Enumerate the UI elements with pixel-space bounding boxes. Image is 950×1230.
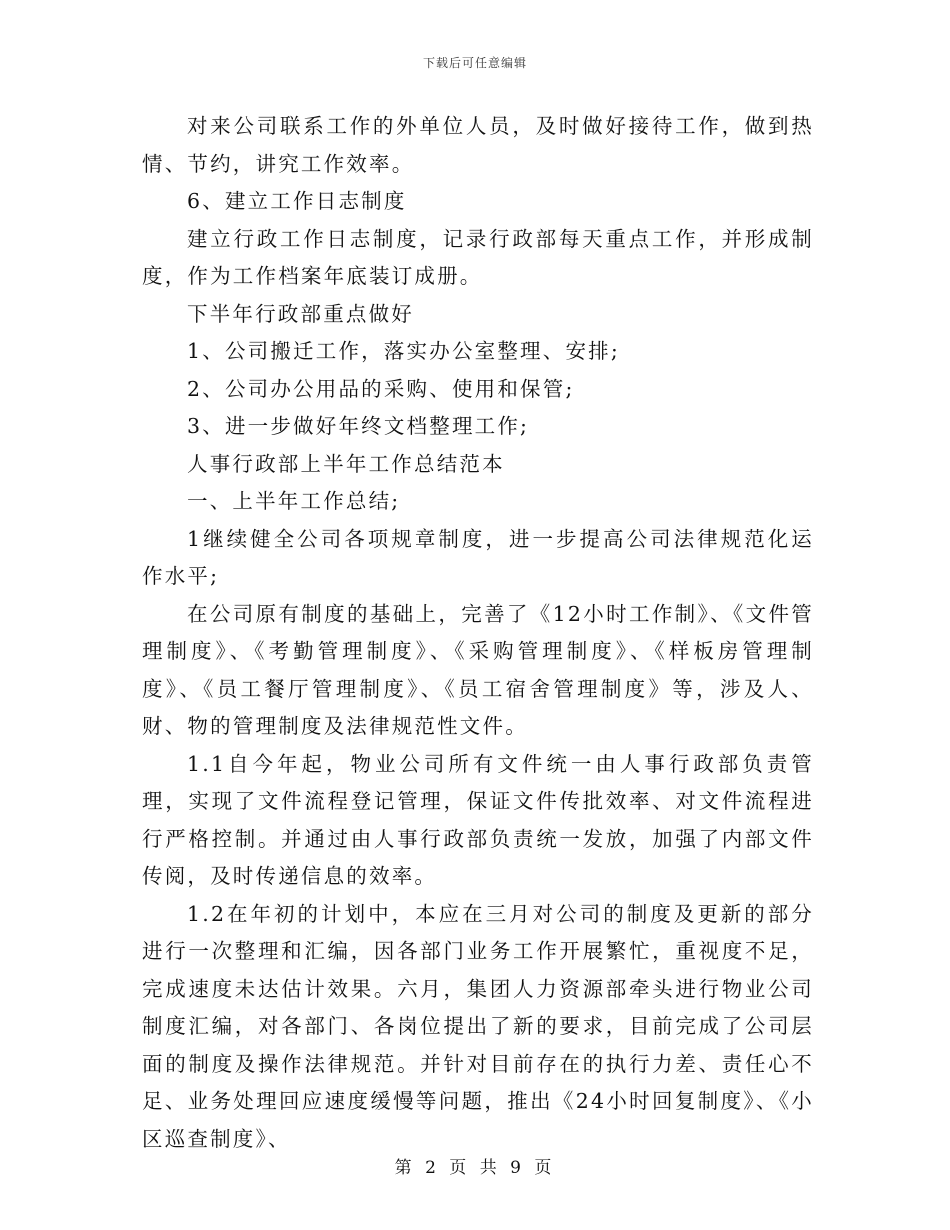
paragraph-work-log: 建立行政工作日志制度，记录行政部每天重点工作，并形成制度，作为工作档案年底装订成册。 (142, 226, 814, 288)
paragraph-1-1: 1.1自今年起，物业公司所有文件统一由人事行政部负责管理，实现了文件流程登记管理，保证文件传批效率、对文件流程进行严格控制。并通过由人事行政部负责统一发放，加强了内部文件传阅，及时传递信息的效率。 (142, 751, 814, 888)
paragraph-regulations: 1继续健全公司各项规章制度，进一步提高公司法律规范化运作水平; (142, 526, 814, 588)
paragraph-systems: 在公司原有制度的基础上，完善了《12小时工作制》、《文件管理制度》、《考勤管理制度》、《采购管理制度》、《样板房管理制度》、《员工餐厅管理制度》、《员工宿舍管理制度》等，涉及人、财、物的管理制度及法律规范性文件。 (142, 601, 814, 738)
paragraph-1-2: 1.2在年初的计划中，本应在三月对公司的制度及更新的部分进行一次整理和汇编，因各部门业务工作开展繁忙，重视度不足，完成速度未达估计效果。六月，集团人力资源部牵头进行物业公司制度汇编，对各部门、各岗位提出了新的要求，目前完成了公司层面的制度及操作法律规范。并针对目前存在的执行力差、责任心不足、业务处理回应速度缓慢等问题，推出《24小时回复制度》、《小区巡查制度》、 (142, 901, 814, 1151)
header-note: 下载后可任意编辑 (422, 56, 527, 70)
list-item-relocation: 1、公司搬迁工作，落实办公室整理、安排; (187, 339, 620, 363)
list-item-archives: 3、进一步做好年终文档整理工作; (187, 414, 530, 438)
list-item-supplies: 2、公司办公用品的采购、使用和保管; (187, 376, 575, 401)
heading-work-log: 6、建立工作日志制度 (187, 189, 407, 213)
paragraph-reception: 对来公司联系工作的外单位人员，及时做好接待工作，做到热情、节约，讲究工作效率。 (142, 114, 814, 176)
heading-second-half: 下半年行政部重点做好 (187, 301, 414, 326)
heading-summary: 一、上半年工作总结; (187, 489, 401, 513)
section-title: 人事行政部上半年工作总结范本 (187, 451, 505, 476)
page-number: 第 2 页 共 9 页 (394, 1158, 556, 1178)
document-body (142, 108, 814, 1158)
